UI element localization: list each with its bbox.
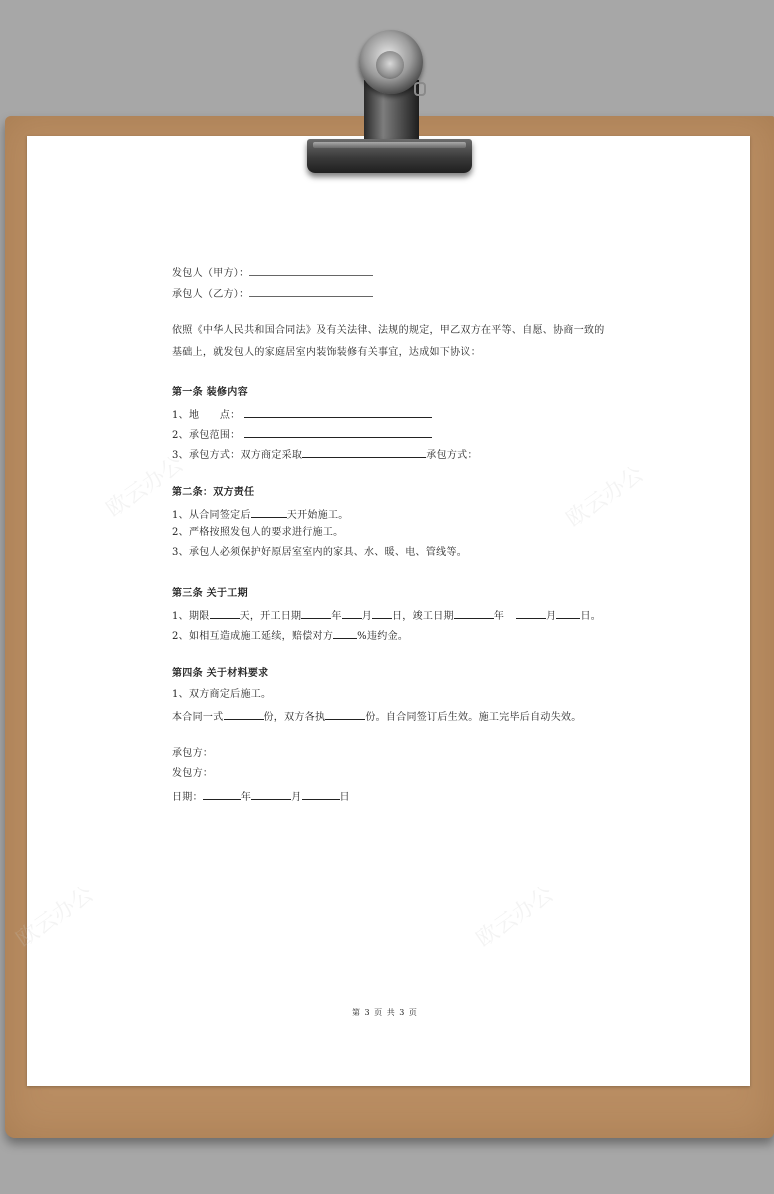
article-3-title: 第三条 关于工期 (172, 588, 248, 599)
copies-suffix: 份。自合同签订后生效。施工完毕后自动失效。 (365, 712, 582, 723)
watermark: 欧云办公 (561, 461, 649, 533)
end-date-label: 日，竣工日期 (392, 611, 454, 622)
year-label: 年 (331, 611, 342, 622)
start-days-blank[interactable] (251, 507, 287, 518)
intro-line-2: 基础上，就发包人的家庭居室内装饰装修有关事宜，达成如下协议： (172, 347, 481, 358)
month-label: 月 (361, 611, 372, 622)
watermark: 欧云办公 (471, 881, 559, 953)
art3-item-2-suffix: %违约金。 (357, 631, 409, 642)
art3-item-1 (172, 608, 601, 623)
employer-sign-label: 发包方： (172, 768, 214, 779)
month-label: 月 (291, 792, 302, 803)
month-label: 月 (546, 611, 557, 622)
contractor-sign-label: 承包方： (172, 748, 214, 759)
start-day-blank[interactable] (372, 608, 392, 619)
art1-item-1 (172, 407, 432, 422)
watermark: 欧云办公 (101, 451, 189, 523)
intro-line-1: 依照《中华人民共和国合同法》及有关法律、法规的规定，甲乙双方在平等、自愿、协商一致的 (172, 325, 605, 336)
binder-clip (307, 139, 472, 173)
art1-item-3 (172, 447, 478, 462)
start-month-blank[interactable] (342, 608, 362, 619)
year-label: 年 (493, 611, 505, 622)
article-2-title: 第二条：双方责任 (172, 487, 255, 498)
party-b-label: 承包人（乙方）： (172, 289, 250, 300)
end-day-blank[interactable] (556, 608, 580, 619)
art2-item-3: 3、承包人必须保护好原居室室内的家具、水、暖、电、管线等。 (172, 547, 468, 558)
art1-item-2 (172, 427, 432, 442)
sign-date-line (172, 789, 350, 804)
copies-line (172, 709, 582, 724)
term-label: 1、期限 (172, 611, 210, 622)
end-year-blank[interactable] (454, 608, 494, 619)
penalty-percent-blank[interactable] (333, 628, 357, 639)
day-label: 日 (339, 792, 350, 803)
copies-middle: 份，双方各执 (263, 712, 326, 723)
art1-item-2-label: 2、承包范围： (172, 430, 241, 441)
year-label: 年 (240, 792, 252, 803)
party-a-blank[interactable] (249, 265, 373, 276)
art1-item-3-suffix: 承包方式： (426, 450, 478, 461)
day-label: 日。 (580, 611, 602, 622)
article-4-title: 第四条 关于材料要求 (172, 668, 269, 679)
party-a-label: 发包人（甲方）： (172, 268, 250, 279)
party-b-blank[interactable] (249, 286, 373, 297)
sign-year-blank[interactable] (203, 789, 241, 800)
date-label: 日期： (172, 792, 203, 803)
art2-item-1-prefix: 1、从合同签定后 (172, 510, 251, 521)
binder-clip-hole (376, 51, 404, 79)
party-b-line (172, 286, 373, 301)
end-month-blank[interactable] (516, 608, 546, 619)
art2-item-1 (172, 507, 349, 522)
contract-mode-blank[interactable] (302, 447, 426, 458)
art1-item-1-label: 1、地 点： (172, 410, 241, 421)
term-days-blank[interactable] (210, 608, 240, 619)
page-number: 第 3 页 共 3 页 (352, 1008, 418, 1017)
watermark: 欧云办公 (11, 881, 99, 953)
party-a-line (172, 265, 373, 280)
art2-item-2: 2、严格按照发包人的要求进行施工。 (172, 527, 344, 538)
scope-blank[interactable] (244, 427, 432, 438)
start-date-label: 天，开工日期 (239, 611, 302, 622)
each-copies-blank[interactable] (325, 709, 365, 720)
start-year-blank[interactable] (301, 608, 331, 619)
total-copies-blank[interactable] (224, 709, 264, 720)
art1-item-3-label: 3、承包方式：双方商定采取 (172, 450, 303, 461)
location-blank[interactable] (244, 407, 432, 418)
binder-clip-wire (414, 82, 426, 96)
article-1-title: 第一条 装修内容 (172, 387, 248, 398)
art3-item-2 (172, 628, 408, 643)
sign-month-blank[interactable] (251, 789, 291, 800)
copies-prefix: 本合同一式 (172, 712, 224, 723)
sign-day-blank[interactable] (302, 789, 340, 800)
art3-item-2-prefix: 2、如相互造成施工延续，赔偿对方 (172, 631, 334, 642)
art2-item-1-suffix: 天开始施工。 (286, 510, 349, 521)
art4-item-1: 1、双方商定后施工。 (172, 689, 272, 700)
